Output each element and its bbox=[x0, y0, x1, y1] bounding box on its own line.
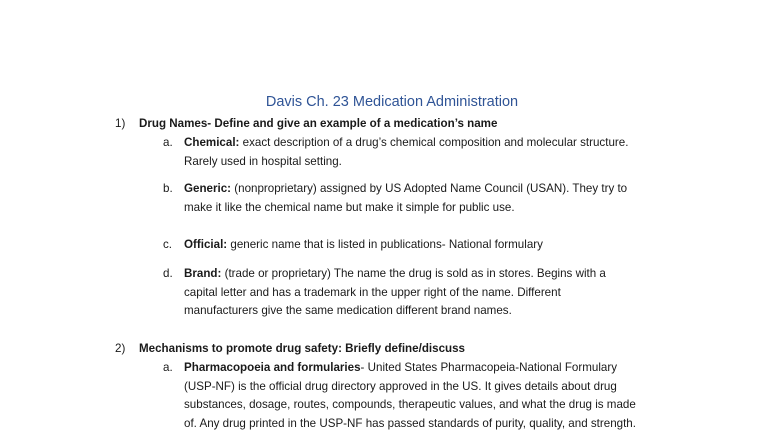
item-body bbox=[184, 180, 694, 217]
item-text: - United States Pharmacopeia-National Formulary bbox=[360, 361, 618, 374]
section-number: 1) bbox=[115, 117, 126, 130]
item-line bbox=[184, 265, 694, 284]
item-term: Chemical: bbox=[184, 136, 240, 149]
item-line: Rarely used in hospital setting. bbox=[184, 154, 342, 168]
item-body bbox=[184, 236, 694, 255]
item-letter: b. bbox=[163, 182, 173, 195]
item-term: Brand: bbox=[184, 267, 222, 280]
item-term: Generic: bbox=[184, 182, 232, 195]
item-letter: d. bbox=[163, 267, 173, 280]
item-line bbox=[184, 134, 694, 153]
item-letter: a. bbox=[163, 136, 173, 149]
item-line: substances, dosage, routes, compounds, therapeutic values, and what the drug is made bbox=[184, 398, 636, 411]
item-text: (nonproprietary) assigned by US Adopted Name Council (USAN). They try to bbox=[231, 182, 628, 195]
item-line: make it like the chemical name but make it simple for public use. bbox=[184, 200, 515, 214]
item-text: (trade or proprietary) The name the drug is sold as in stores. Begins with a bbox=[221, 267, 606, 280]
item-term: Official: bbox=[184, 238, 228, 251]
section-number: 2) bbox=[115, 342, 126, 355]
document-title: Davis Ch. 23 Medication Administration bbox=[265, 94, 519, 110]
section-heading-text: Mechanisms to promote drug safety: Briefly define/discuss bbox=[139, 342, 465, 355]
item-body bbox=[184, 265, 694, 321]
item-line: (USP-NF) is the official drug directory approved in the US. It gives details about drug bbox=[184, 379, 617, 393]
item-body bbox=[184, 359, 694, 433]
item-line: manufacturers give the same medication different brand names. bbox=[184, 304, 512, 317]
item-line bbox=[184, 359, 694, 378]
item-text: generic name that is listed in publications- National formulary bbox=[227, 238, 543, 251]
item-line bbox=[184, 180, 694, 199]
item-line bbox=[184, 236, 694, 255]
item-text: exact description of a drug’s chemical composition and molecular structure. bbox=[239, 136, 629, 149]
item-letter: c. bbox=[163, 238, 173, 251]
item-term: Pharmacopoeia and formularies bbox=[184, 361, 361, 374]
item-letter: a. bbox=[163, 361, 173, 374]
item-line: of. Any drug printed in the USP-NF has passed standards of purity, quality, and strength. bbox=[184, 416, 636, 430]
item-body bbox=[184, 134, 694, 171]
section-heading-text: Drug Names- Define and give an example of a medication’s name bbox=[139, 117, 498, 130]
item-line: capital letter and has a trademark in the upper right of the name. Different bbox=[184, 285, 561, 299]
